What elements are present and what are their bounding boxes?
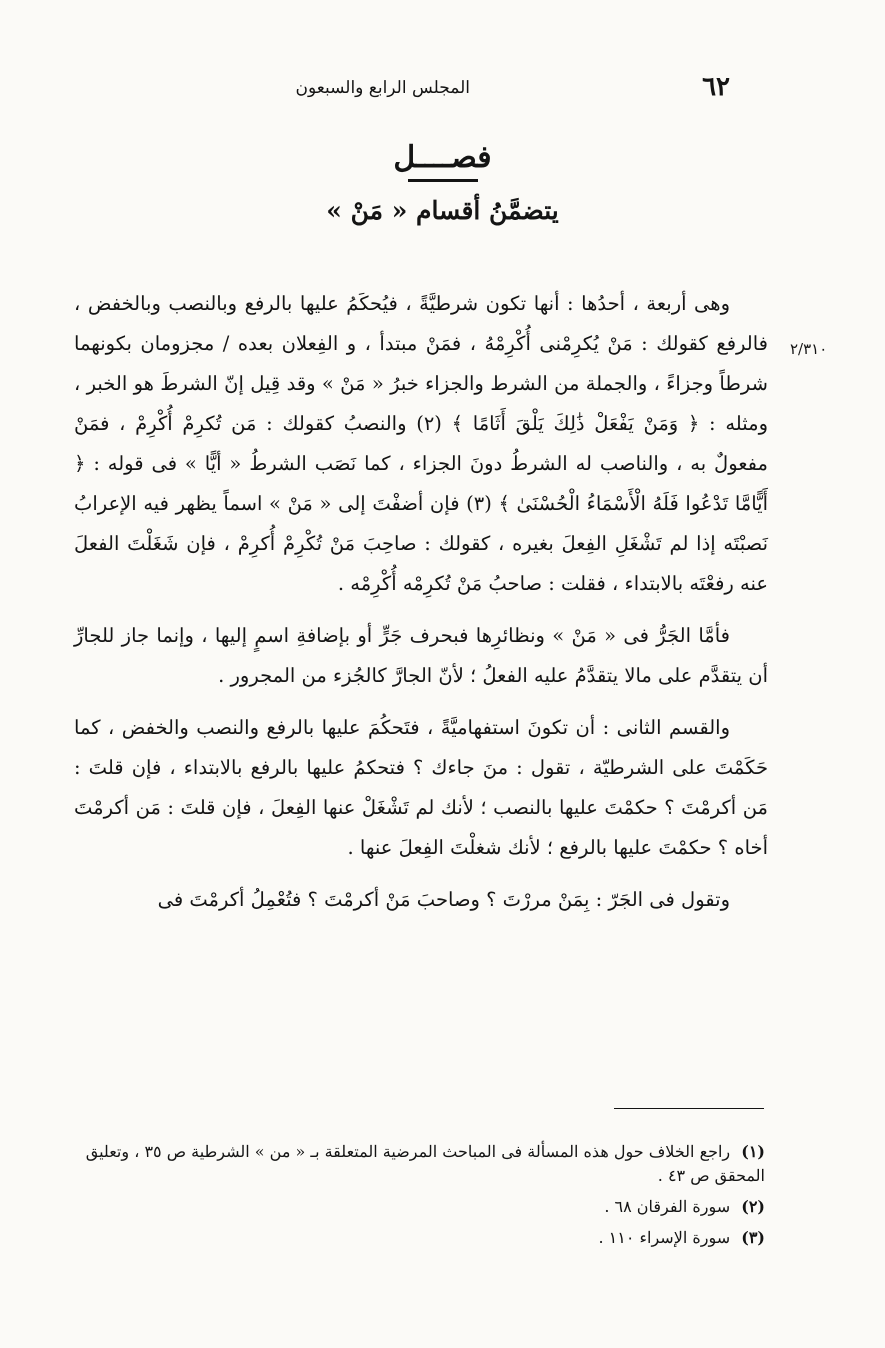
section-title: فصــــل: [393, 140, 492, 175]
footnote: [70, 1226, 765, 1250]
running-head: المجلس الرابع والسبعون: [295, 78, 470, 98]
paragraph: وهى أربعة ، أحدُها : أنها تكون شرطيَّةً ، فيُحكَمُ عليها بالرفع وبالنصب وبالخفض ، فالرفع كقولك : مَنْ يُكرِمْنى أُكْرِمْهُ ، فمَنْ مبتدأ ، و الفِعلان بعده / مجزومان بكونهما شرطاً وجزاءً ، والجملة من الشرط والجزاء خبرُ « مَنْ » وقد قِيل إنّ الشرطَ هو الخبر ، ومثله : ﴿ وَمَنْ يَفْعَلْ ذَٰلِكَ يَلْقَ أَثَامًا ﴾ (٢) والنصبُ كقولك : مَن تُكرِمْ أُكْرِمْ ، فمَنْ مفعولٌ به ، والناصب له الشرطُ دونَ الجزاء ، كما نَصَب الشرطُ « أيًّا » فى قوله : ﴿ أَيًّامَّا تَدْعُوا فَلَهُ الْأَسْمَاءُ الْحُسْنَىٰ ﴾ (٣) فإن أضفْتَ إلى « مَنْ » اسماً يظهر فيه الإعرابُ نَصبْتَه إذا لم تَشْغَلِ الفِعلَ بغيره ، كقولك : صاحِبَ مَنْ تُكْرِمْ أُكرِمْ ، فإن شَغَلْتَ الفعلَ عنه رفعْتَه بالابتداء ، فقلت : صاحبُ مَنْ تُكرِمْه أُكْرِمْه .: [74, 292, 768, 595]
footnote: [70, 1140, 765, 1188]
footnotes: [70, 1140, 765, 1257]
body-text: [74, 284, 768, 932]
footnote-text: سورة الفرقان ٦٨ .: [604, 1197, 731, 1216]
paragraph: وتقول فى الجَرّ : بِمَنْ مررْتَ ؟ وصاحبَ مَنْ أكرمْتَ ؟ فتُعْمِلُ أكرمْتَ فى: [157, 888, 730, 911]
marginal-reference: ٢/٣١٠: [790, 340, 828, 358]
page-number: ٦٢: [702, 72, 730, 102]
footnote-number: (٣): [741, 1228, 765, 1247]
footnote-text: راجع الخلاف حول هذه المسألة فى المباحث المرضية المتعلقة بـ « من » الشرطية ص ٣٥ ، وتعليق المحقق ص ٤٣ .: [85, 1142, 765, 1185]
title-underline: [408, 179, 478, 182]
footnote-separator: [614, 1108, 764, 1109]
section-subtitle: يتضمَّنُ أقسام « مَنْ »: [326, 196, 559, 225]
footnote-number: (٢): [741, 1197, 765, 1216]
footnote: [70, 1195, 765, 1219]
footnote-text: سورة الإسراء ١١٠ .: [598, 1228, 731, 1247]
page-header: [80, 72, 730, 112]
paragraph: فأمَّا الجَرُّ فى « مَنْ » ونظائرِها فبحرف جَرٍّ أو بإضافةِ اسمٍ إليها ، وإنما جاز للجارِّ أن يتقدَّم على مالا يتقدَّمُ عليه الفعلُ ؛ لأنّ الجارَّ كالجُزء من المجرور .: [74, 624, 768, 687]
paragraph: والقسم الثانى : أن تكونَ استفهاميَّةً ، فتَحكُمَ عليها بالرفع والنصب والخفض ، كما حَكَمْتَ على الشرطيّة ، تقول : منَ جاءك ؟ فتحكمُ عليها بالرفع بالابتداء ، فإن قلتَ : مَن أكرمْتَ ؟ حكمْتَ عليها بالنصب ؛ لأنك لم تَشْغَلْ عنها الفِعلَ ، فإن قلتَ : مَن أكرمْتَ أخاه ؟ حكمْتَ عليها بالرفع ؛ لأنك شغلْتَ الفِعلَ عنها .: [74, 716, 768, 859]
footnote-number: (١): [741, 1142, 765, 1161]
section-heading: [0, 140, 885, 225]
